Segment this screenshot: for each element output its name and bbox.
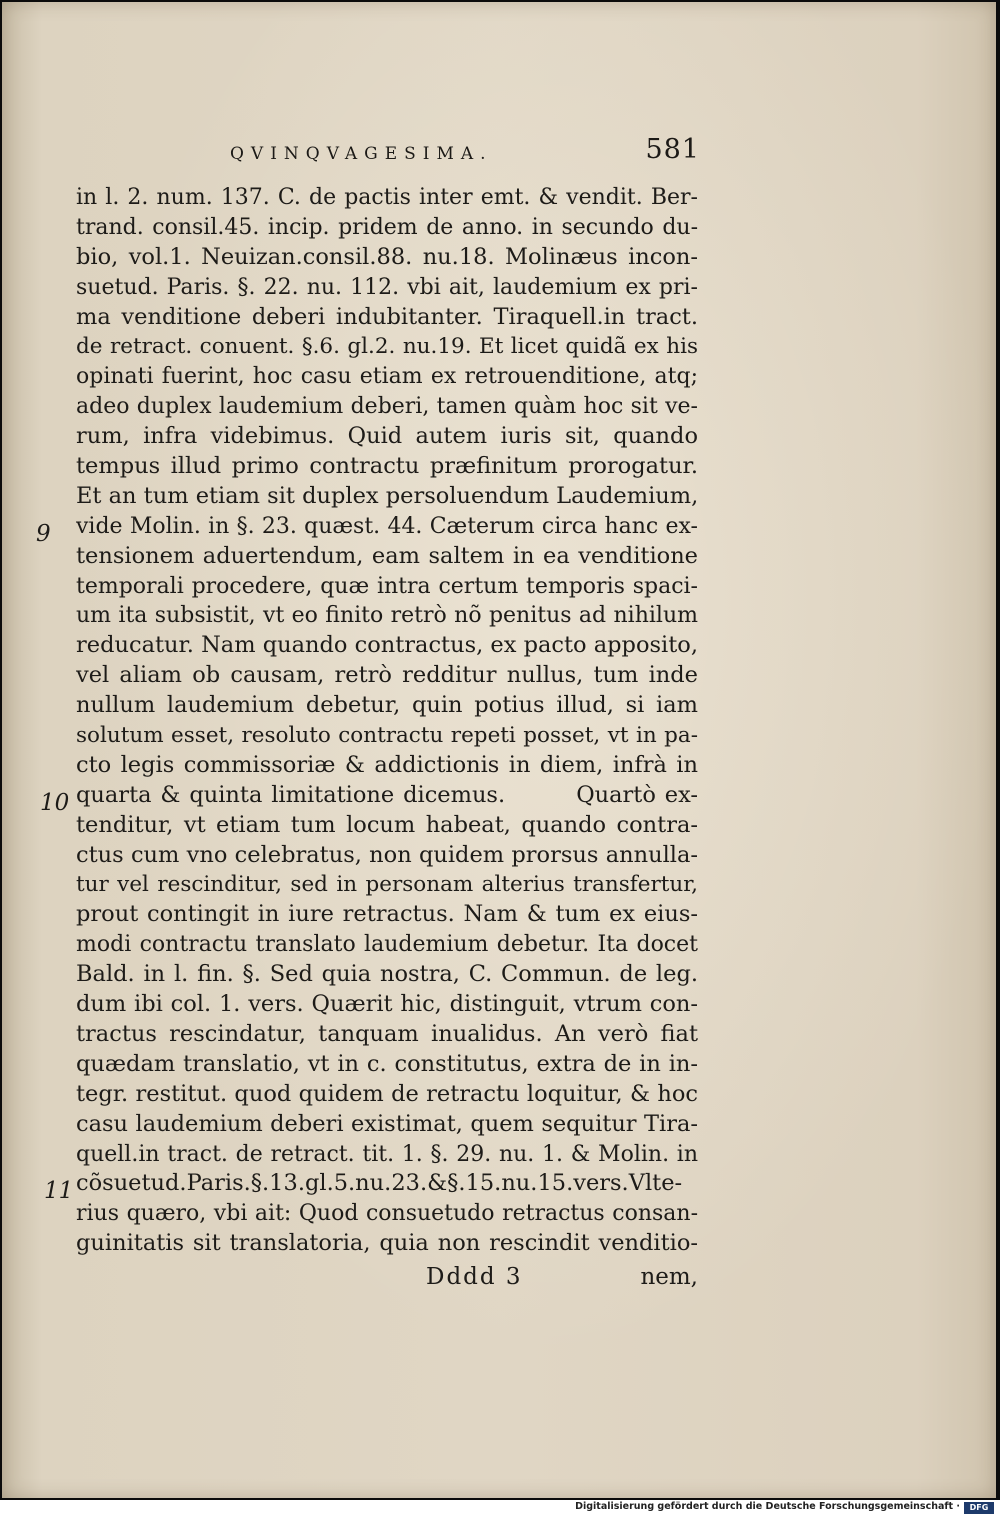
margin-number: 11 <box>44 1178 74 1204</box>
catchword: nem, <box>640 1264 698 1290</box>
text-line: ma venditione deberi indubitanter. Tiraquell.in tract. <box>76 303 698 330</box>
credit-text: Digitalisierung gefördert durch die Deutsche Forschungsgemeinschaft · <box>575 1501 960 1512</box>
text-line: rius quæro, vbi ait: Quod consuetudo retractus consan- <box>76 1201 698 1227</box>
margin-number: 9 <box>36 521 51 547</box>
text-line: suetud. Paris. §. 22. nu. 112. vbi ait, laudemium ex pri- <box>76 274 698 300</box>
text-line: solutum esset, resoluto contractu repeti posset, vt in pa- <box>76 723 698 749</box>
text-line: adeo duplex laudemium deberi, tamen quàm hoc sit ve- <box>76 394 698 420</box>
text-line: nullum laudemium debetur, quin potius illud, si iam <box>76 692 698 719</box>
page-header <box>230 134 700 174</box>
text-line: trand. consil.45. incip. pridem de anno. in secundo du- <box>76 214 698 240</box>
text-line: quarta & quinta limitatione dicemus. Quartò ex- <box>76 781 698 808</box>
text-line: tempus illud primo contractu præfinitum prorogatur. <box>76 453 698 480</box>
text-line: prout contingit in iure retractus. Nam & tum ex eius- <box>76 901 698 928</box>
text-line: casu laudemium deberi existimat, quem sequitur Tira- <box>76 1110 698 1137</box>
text-line: rum, infra videbimus. Quid autem iuris sit, quando <box>76 423 698 450</box>
text-line: bio, vol.1. Neuizan.consil.88. nu.18. Molinæus incon- <box>76 243 698 270</box>
text-line: um ita subsistit, vt eo finito retrò nõ penitus ad nihilum <box>76 603 698 629</box>
text-line: tensionem aduertendum, eam saltem in ea venditione <box>76 542 698 569</box>
text-line: in l. 2. num. 137. C. de pactis inter emt. & vendit. Ber- <box>76 185 698 210</box>
page-footer-line <box>76 1264 698 1296</box>
text-line: de retract. conuent. §.6. gl.2. nu.19. Et licet quidã ex his <box>76 334 698 360</box>
text-line: vel aliam ob causam, retrò redditur nullus, tum inde <box>76 662 698 689</box>
credit-bar <box>0 1500 1000 1516</box>
text-line: guinitatis sit translatoria, quia non rescindit venditio- <box>76 1230 698 1257</box>
text-line: opinati fuerint, hoc casu etiam ex retrouenditione, atq; <box>76 364 698 390</box>
text-line: ctus cum vno celebratus, non quidem prorsus annulla- <box>76 841 698 868</box>
text-line: tur vel rescinditur, sed in personam alterius transfertur, <box>76 872 698 898</box>
text-line: tractus rescindatur, tanquam inualidus. An verò fiat <box>76 1020 698 1047</box>
text-line: quædam translatio, vt in c. constitutus, extra de in in- <box>76 1050 698 1077</box>
running-title: QVINQVAGESIMA. <box>230 144 493 164</box>
body-text <box>76 183 698 1259</box>
text-line: temporali procedere, quæ intra certum temporis spaci- <box>76 573 698 599</box>
dfg-logo-icon: DFG <box>964 1502 994 1514</box>
text-line: tenditur, vt etiam tum locum habeat, quando contra- <box>76 811 698 838</box>
text-line: dum ibi col. 1. vers. Quærit hic, distinguit, vtrum con- <box>76 991 698 1018</box>
signature-mark: Dddd 3 <box>426 1264 523 1290</box>
text-line: reducatur. Nam quando contractus, ex pacto apposito, <box>76 632 698 659</box>
text-line: modi contractu translato laudemium debetur. Ita docet <box>76 932 698 958</box>
text-line: tegr. restitut. quod quidem de retractu loquitur, & hoc <box>76 1080 698 1107</box>
text-line: quell.in tract. de retract. tit. 1. §. 29. nu. 1. & Molin. in <box>76 1141 698 1167</box>
page-number: 581 <box>645 134 700 165</box>
text-line: Et an tum etiam sit duplex persoluendum Laudemium, <box>76 482 698 509</box>
margin-number: 10 <box>40 790 70 816</box>
text-line: Bald. in l. fin. §. Sed quia nostra, C. Commun. de leg. <box>76 961 698 988</box>
text-line: cõsuetud.Paris.§.13.gl.5.nu.23.&§.15.nu.15.vers.Vlte- <box>76 1170 683 1197</box>
text-line: vide Molin. in §. 23. quæst. 44. Cæterum circa hanc ex- <box>76 513 698 539</box>
text-line: cto legis commissoriæ & addictionis in diem, infrà in <box>76 751 698 778</box>
